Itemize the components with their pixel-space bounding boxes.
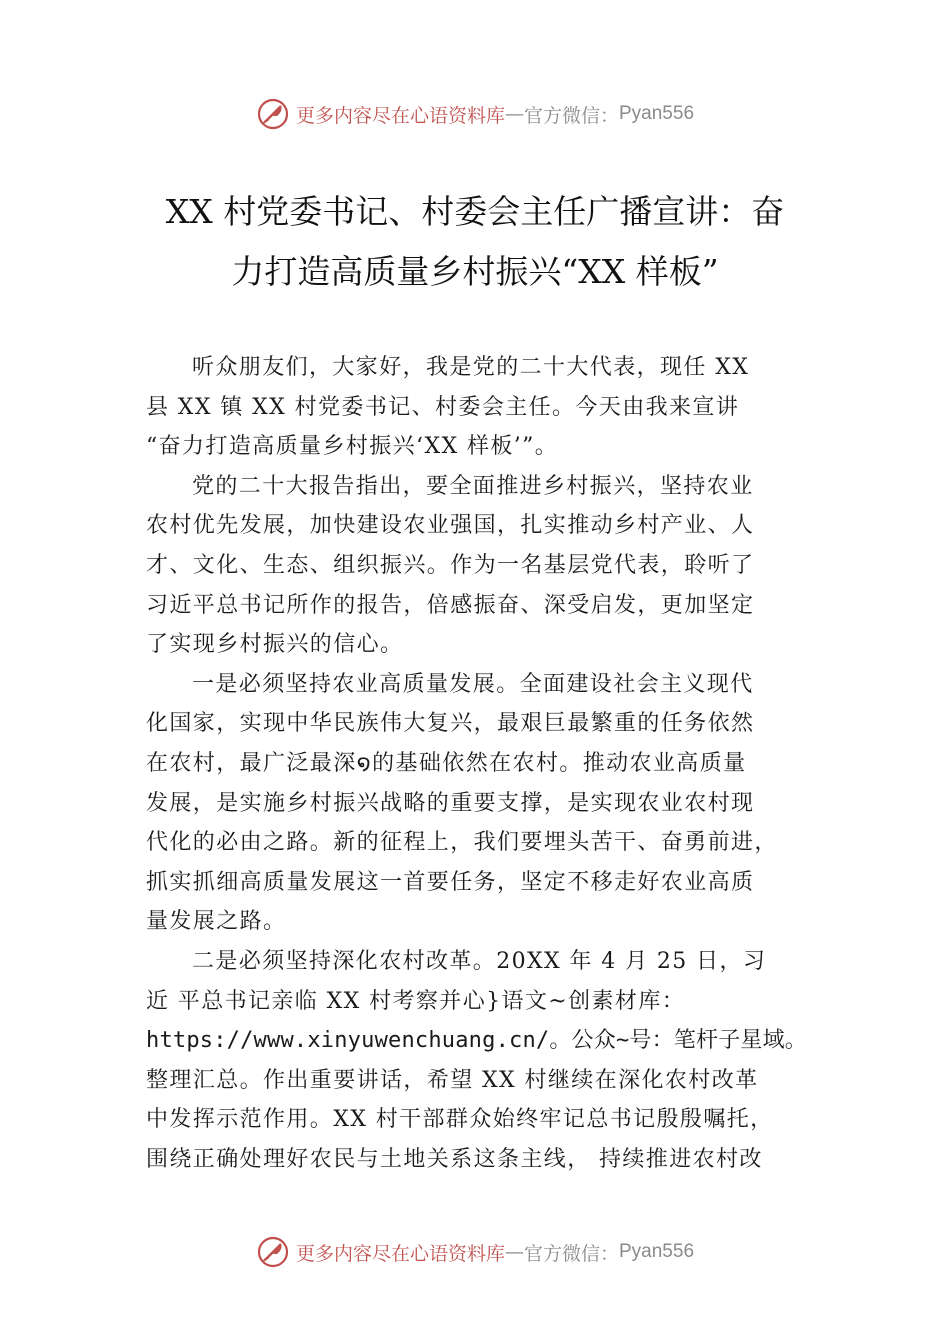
- title-line-1: XX 村党委书记、村委会主任广播宣讲：奋: [165, 192, 785, 231]
- paragraph-3: [146, 665, 812, 942]
- watermark-sub-text: 官方微信：: [523, 104, 619, 127]
- paragraph-2: [146, 467, 812, 665]
- header-watermark: [0, 94, 950, 134]
- watermark-main-text: 更多内容尽在心语资料库: [295, 104, 505, 127]
- paragraph-line: 才、文化、生态、组织振兴。作为一名基层党代表，聆听了: [146, 552, 755, 578]
- quill-logo-icon: [256, 97, 290, 131]
- paragraph-line: 习近平总书记所作的报告，倍感振奋、深受启发，更加坚定: [146, 592, 755, 618]
- paragraph-line: 党的二十大报告指出，要全面推进乡村振兴，坚持农业: [192, 473, 754, 499]
- paragraph-line: 抓实抓细高质量发展这一首要任务，坚定不移走好农业高质: [146, 869, 755, 895]
- paragraph-line: 近 平总书记亲临 XX 村考察并心}语文~创素材库：: [146, 988, 686, 1014]
- paragraph-line: 中发挥示范作用。XX 村干部群众始终牢记总书记殷殷嘱托，: [146, 1107, 774, 1133]
- watermark-dash: —: [504, 103, 524, 125]
- watermark-dash: —: [504, 1241, 524, 1263]
- paragraph-line: 了实现乡村振兴的信心。: [146, 632, 404, 658]
- document-title: [120, 182, 830, 302]
- watermark-wechat-id: Pyan556: [619, 103, 695, 124]
- footer-watermark: [0, 1232, 950, 1272]
- paragraph-line: 县 XX 镇 XX 村党委书记、村委会主任。今天由我来宣讲: [146, 394, 740, 420]
- paragraph-line-url: https://www.xinyuwenchuang.cn/。公众~号：笔杆子星域。: [146, 1028, 807, 1054]
- paragraph-line: 整理汇总。作出重要讲话，希望 XX 村继续在深化农村改革: [146, 1067, 759, 1093]
- paragraph-line: 一是必须坚持农业高质量发展。全面建设社会主义现代: [192, 671, 754, 697]
- paragraph-line: 量发展之路。: [146, 909, 287, 935]
- paragraph-line: 听众朋友们，大家好，我是党的二十大代表，现任 XX: [192, 355, 750, 380]
- paragraph-4: [146, 942, 812, 1180]
- paragraph-1: [146, 348, 812, 467]
- title-line-2: 力打造高质量乡村振兴“XX 样板”: [231, 252, 719, 291]
- quill-logo-icon: [256, 1235, 290, 1269]
- paragraph-line: 农村优先发展，加快建设农业强国，扎实推动乡村产业、人: [146, 513, 755, 539]
- paragraph-line: 围绕正确处理好农民与土地关系这条主线， 持续推进农村改: [146, 1146, 763, 1172]
- paragraph-line: “奋力打造高质量乡村振兴‘XX 样板’”。: [146, 434, 559, 460]
- paragraph-line: 发展，是实施乡村振兴战略的重要支撑，是实现农业农村现: [146, 790, 755, 816]
- paragraph-line: 化国家，实现中华民族伟大复兴，最艰巨最繁重的任务依然: [146, 711, 755, 737]
- watermark-sub-text: 官方微信：: [523, 1242, 619, 1265]
- paragraph-line: 二是必须坚持深化农村改革。20XX 年 4 月 25 日，习: [192, 948, 767, 974]
- document-body: [146, 348, 812, 1179]
- paragraph-line: 在农村，最广泛最深໑的基础依然在农村。推动农业高质量: [146, 750, 747, 776]
- watermark-wechat-id: Pyan556: [619, 1241, 695, 1262]
- paragraph-line: 代化的必由之路。新的征程上，我们要埋头苦干、奋勇前进，: [146, 830, 778, 856]
- watermark-main-text: 更多内容尽在心语资料库: [295, 1242, 505, 1265]
